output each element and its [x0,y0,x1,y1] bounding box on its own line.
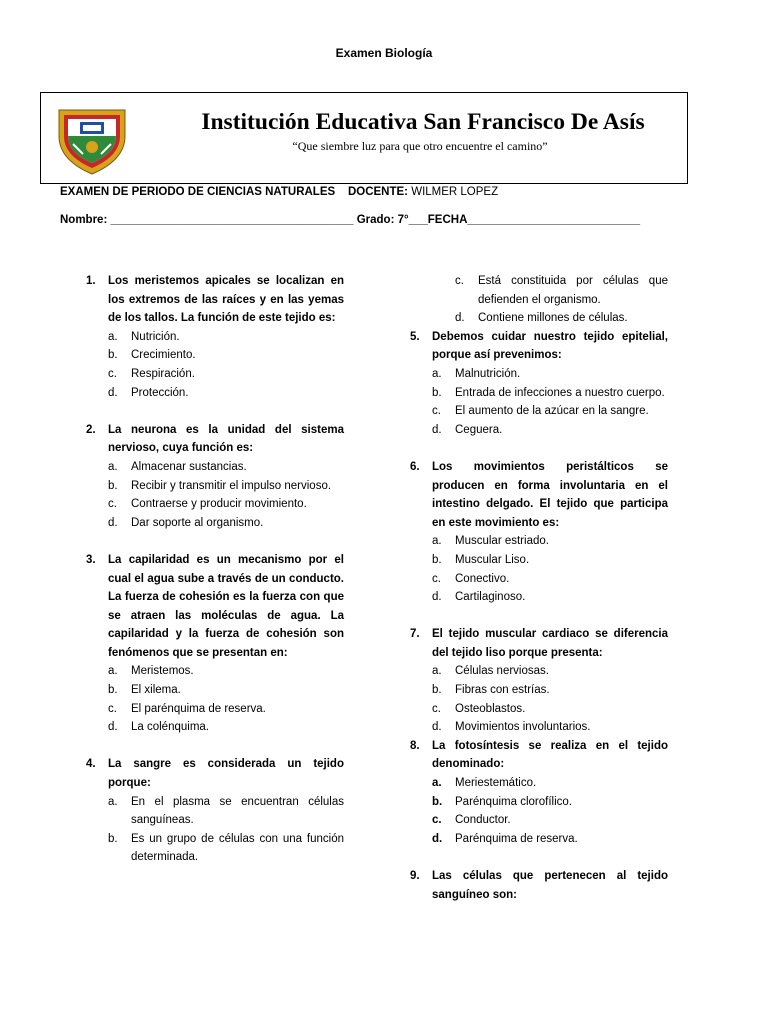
option-letter: b. [432,386,442,399]
option-text: Parénquima de reserva. [455,832,578,845]
option-letter: c. [108,702,117,715]
left-column [72,272,344,867]
option-b [108,346,344,365]
option-d [432,421,668,440]
option-d [432,588,668,607]
institution-header [40,92,688,184]
student-name-line: Nombre: ______________________________________ Grado: 7°___FECHA___________________________ [60,214,641,226]
page-title: Examen Biología [335,46,433,60]
option-letter: c. [108,367,117,380]
option-text: Células nerviosas. [455,665,549,678]
question-text: La neurona es la unidad del sistema nervioso, cuya función es: [108,423,344,455]
option-letter: a. [432,777,442,790]
option-letter: a. [432,367,442,380]
option-c [108,700,344,719]
option-text: Contraerse y producir movimiento. [131,498,307,511]
option-text: Está constituida por células que defienden el organismo. [478,275,668,306]
option-text: Respiración. [131,367,195,380]
option-text: Ceguera. [455,423,503,436]
question-number: 9. [410,870,420,882]
option-d [432,718,668,737]
question-number: 3. [86,553,96,566]
option-text: Conectivo. [455,572,510,585]
option-letter: c. [432,702,441,715]
option-letter: c. [455,275,464,287]
option-d [108,718,344,737]
option-letter: d. [108,516,118,529]
option-text: El aumento de la azúcar en la sangre. [455,405,649,418]
question-text: Las células que pertenecen al tejido sanguíneo son: [432,870,668,901]
option-text: Muscular Liso. [455,553,530,566]
option-letter: b. [108,832,118,845]
option-a [108,662,344,681]
option-letter: d. [432,423,442,436]
option-b [108,830,344,867]
exam-info-line [60,186,498,198]
option-text: Cartilaginoso. [455,591,526,604]
option-letter: c. [432,405,441,418]
option-text: Malnutrición. [455,367,521,380]
question-9 [396,867,668,904]
right-column [396,272,668,904]
option-text: Movimientos involuntarios. [455,721,591,734]
option-letter: c. [432,814,442,827]
option-text: Nutrición. [131,330,180,343]
option-letter: c. [432,572,441,585]
question-number: 4. [86,758,96,771]
option-text: Muscular estriado. [455,535,549,548]
question-text: La sangre es considerada un tejido porque: [108,758,344,790]
option-letter: d. [455,312,465,325]
option-a [432,662,668,681]
option-b [108,477,344,496]
question-number: 2. [86,423,96,436]
option-a [432,532,668,551]
option-text: Meriestemático. [455,777,537,790]
option-a [432,774,668,793]
option-letter: c. [108,498,117,511]
option-a [108,793,344,830]
institution-motto: “Que siembre luz para que otro encuentre el camino” [292,139,548,153]
option-text: Parénquima clorofílico. [455,795,572,808]
question-1 [72,272,344,402]
option-b [432,384,668,403]
option-text: El xilema. [131,684,181,697]
option-c [108,495,344,514]
option-letter: b. [432,684,442,697]
institution-name: Institución Educativa San Francisco De Asís [201,109,645,135]
question-4-continued [396,272,668,328]
question-text: Los movimientos peristálticos se producen en forma involuntaria en el intestino delgado. El tejido que participa en este movimiento es: [432,460,668,529]
option-text: Osteoblastos. [455,702,526,715]
option-d [108,514,344,533]
option-c [432,570,668,589]
option-a [108,458,344,477]
option-letter: d. [108,721,118,734]
option-letter: a. [108,460,118,473]
option-c [455,272,668,309]
option-letter: a. [108,665,118,678]
option-b [432,793,668,812]
question-text: Debemos cuidar nuestro tejido epitelial, porque así prevenimos: [432,330,668,362]
question-6 [396,458,668,607]
exam-period-label: EXAMEN DE PERIODO DE CIENCIAS NATURALES DOCENTE: [60,186,409,198]
option-letter: d. [432,591,442,604]
option-letter: b. [108,349,118,362]
question-8 [396,737,668,849]
option-letter: a. [432,665,442,678]
question-number: 7. [410,628,420,641]
option-text: Almacenar sustancias. [131,460,247,473]
question-number: 8. [410,739,420,752]
option-d [432,830,668,849]
option-text: Recibir y transmitir el impulso nervioso. [131,479,332,492]
option-text: Entrada de infecciones a nuestro cuerpo. [455,386,665,399]
option-d [455,309,668,328]
question-3 [72,551,344,737]
option-text: Fibras con estrías. [455,684,550,697]
option-text: Crecimiento. [131,349,196,362]
teacher-name: WILMER LOPEZ [408,186,499,198]
option-c [108,365,344,384]
option-letter: b. [432,553,442,566]
option-text: Meristemos. [131,665,194,678]
option-text: Dar soporte al organismo. [131,516,264,529]
question-7 [396,625,668,737]
option-text: Contiene millones de células. [478,312,628,325]
option-letter: a. [432,535,442,548]
option-letter: b. [108,479,118,492]
option-text: En el plasma se encuentran células sanguíneas. [131,795,344,827]
option-letter: b. [432,795,443,808]
question-number: 5. [410,330,420,343]
option-letter: a. [108,330,118,343]
option-c [432,402,668,421]
option-letter: d. [108,386,118,399]
question-text: La capilaridad es un mecanismo por el cual el agua sube a través de un conducto. La fuerza de cohesión es la fuerza con que se atraen las moléculas de agua. La capilaridad y la fuerza de cohesión son fenómenos que se presentan en: [108,553,344,659]
question-5 [396,328,668,440]
question-number: 1. [86,275,96,287]
option-b [432,681,668,700]
question-number: 6. [410,460,420,473]
school-crest-icon [53,102,131,176]
option-text: El parénquima de reserva. [131,702,266,715]
option-letter: a. [108,795,118,808]
option-letter: d. [432,832,443,845]
option-d [108,384,344,403]
question-4 [72,755,344,867]
option-letter: d. [432,721,442,734]
option-letter: b. [108,684,118,697]
option-c [432,811,668,830]
question-text: El tejido muscular cardiaco se diferencia del tejido liso porque presenta: [432,628,668,659]
question-text: La fotosíntesis se realiza en el tejido denominado: [432,739,668,771]
option-a [432,365,668,384]
question-2 [72,421,344,533]
question-text: Los meristemos apicales se localizan en los extremos de las raíces y en las yemas de los tallos. La función de este tejido es: [108,275,344,325]
option-b [432,551,668,570]
option-text: Es un grupo de células con una función determinada. [131,832,344,864]
option-text: La colénquima. [131,721,209,734]
option-text: Protección. [131,386,189,399]
option-a [108,328,344,347]
option-text: Conductor. [455,814,511,827]
option-b [108,681,344,700]
option-c [432,700,668,719]
